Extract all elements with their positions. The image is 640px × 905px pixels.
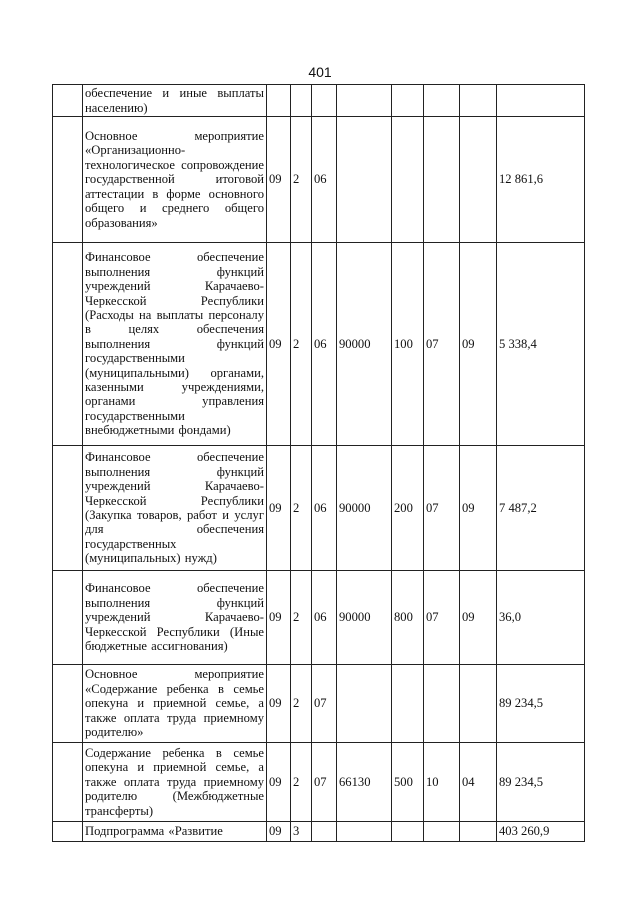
chapter-code-cell bbox=[424, 822, 460, 842]
description-cell: обеспечение и иные выплаты населению) bbox=[83, 85, 267, 117]
section-code-cell: 09 bbox=[267, 822, 291, 842]
section-code-cell: 09 bbox=[267, 743, 291, 822]
amount-cell bbox=[497, 85, 585, 117]
table-row bbox=[53, 822, 585, 842]
program-code-cell: 2 bbox=[291, 665, 312, 743]
measure-code-cell bbox=[312, 85, 337, 117]
direction-code-cell bbox=[337, 665, 392, 743]
subchapter-code-cell: 09 bbox=[460, 446, 497, 571]
subchapter-code-cell bbox=[460, 822, 497, 842]
chapter-code-cell bbox=[424, 117, 460, 243]
table-row bbox=[53, 446, 585, 571]
program-code-cell: 2 bbox=[291, 743, 312, 822]
program-code-cell: 2 bbox=[291, 243, 312, 446]
direction-code-cell bbox=[337, 117, 392, 243]
subchapter-code-cell: 09 bbox=[460, 571, 497, 665]
section-code-cell: 09 bbox=[267, 446, 291, 571]
direction-code-cell: 90000 bbox=[337, 243, 392, 446]
measure-code-cell: 06 bbox=[312, 571, 337, 665]
budget-table bbox=[52, 84, 585, 842]
chapter-code-cell: 07 bbox=[424, 243, 460, 446]
measure-code-cell: 06 bbox=[312, 117, 337, 243]
budget-table-body bbox=[53, 85, 585, 842]
chapter-code-cell: 07 bbox=[424, 571, 460, 665]
program-code-cell: 3 bbox=[291, 822, 312, 842]
measure-code-cell: 07 bbox=[312, 665, 337, 743]
description-cell: Основное мероприятие «Организационно-технологическое сопровождение государственной итоговой аттестации в форме основного общего и среднего общего образования» bbox=[83, 117, 267, 243]
expense-type-cell: 800 bbox=[392, 571, 424, 665]
page-number: 401 bbox=[308, 64, 332, 80]
table-row bbox=[53, 85, 585, 117]
chapter-code-cell: 10 bbox=[424, 743, 460, 822]
chapter-code-cell bbox=[424, 85, 460, 117]
program-code-cell bbox=[291, 85, 312, 117]
expense-type-cell bbox=[392, 822, 424, 842]
index-cell bbox=[53, 571, 83, 665]
index-cell bbox=[53, 85, 83, 117]
chapter-code-cell: 07 bbox=[424, 446, 460, 571]
chapter-code-cell bbox=[424, 665, 460, 743]
expense-type-cell bbox=[392, 665, 424, 743]
table-row bbox=[53, 743, 585, 822]
table-row bbox=[53, 243, 585, 446]
direction-code-cell: 66130 bbox=[337, 743, 392, 822]
description-cell: Содержание ребенка в семье опекуна и приемной семье, а также оплата труда приемному родителю (Межбюджетные трансферты) bbox=[83, 743, 267, 822]
description-cell: Основное мероприятие «Содержание ребенка в семье опекуна и приемной семье, а также оплата труда приемному родителю» bbox=[83, 665, 267, 743]
table-row bbox=[53, 117, 585, 243]
section-code-cell bbox=[267, 85, 291, 117]
amount-cell: 5 338,4 bbox=[497, 243, 585, 446]
program-code-cell: 2 bbox=[291, 117, 312, 243]
description-cell: Подпрограмма «Развитие bbox=[83, 822, 267, 842]
measure-code-cell: 07 bbox=[312, 743, 337, 822]
subchapter-code-cell bbox=[460, 665, 497, 743]
program-code-cell: 2 bbox=[291, 446, 312, 571]
description-cell: Финансовое обеспечение выполнения функций учреждений Карачаево-Черкесской Республики (Закупка товаров, работ и услуг для обеспечения государственных (муниципальных) нужд) bbox=[83, 446, 267, 571]
section-code-cell: 09 bbox=[267, 571, 291, 665]
subchapter-code-cell bbox=[460, 117, 497, 243]
expense-type-cell: 500 bbox=[392, 743, 424, 822]
index-cell bbox=[53, 117, 83, 243]
direction-code-cell: 90000 bbox=[337, 446, 392, 571]
amount-cell: 89 234,5 bbox=[497, 743, 585, 822]
measure-code-cell: 06 bbox=[312, 446, 337, 571]
table-row bbox=[53, 571, 585, 665]
subchapter-code-cell: 04 bbox=[460, 743, 497, 822]
index-cell bbox=[53, 243, 83, 446]
index-cell bbox=[53, 822, 83, 842]
program-code-cell: 2 bbox=[291, 571, 312, 665]
expense-type-cell: 200 bbox=[392, 446, 424, 571]
subchapter-code-cell: 09 bbox=[460, 243, 497, 446]
section-code-cell: 09 bbox=[267, 117, 291, 243]
expense-type-cell: 100 bbox=[392, 243, 424, 446]
index-cell bbox=[53, 743, 83, 822]
subchapter-code-cell bbox=[460, 85, 497, 117]
amount-cell: 7 487,2 bbox=[497, 446, 585, 571]
direction-code-cell bbox=[337, 85, 392, 117]
measure-code-cell bbox=[312, 822, 337, 842]
direction-code-cell: 90000 bbox=[337, 571, 392, 665]
section-code-cell: 09 bbox=[267, 665, 291, 743]
measure-code-cell: 06 bbox=[312, 243, 337, 446]
amount-cell: 89 234,5 bbox=[497, 665, 585, 743]
expense-type-cell bbox=[392, 85, 424, 117]
index-cell bbox=[53, 446, 83, 571]
direction-code-cell bbox=[337, 822, 392, 842]
table-row bbox=[53, 665, 585, 743]
description-cell: Финансовое обеспечение выполнения функций учреждений Карачаево-Черкесской Республики (Расходы на выплаты персоналу в целях обеспечения выполнения функций государственными (муниципальными) органами, казенными учреждениями, органами управления государственными внебюджетными фондами) bbox=[83, 243, 267, 446]
index-cell bbox=[53, 665, 83, 743]
amount-cell: 403 260,9 bbox=[497, 822, 585, 842]
description-cell: Финансовое обеспечение выполнения функций учреждений Карачаево-Черкесской Республики (Иные бюджетные ассигнования) bbox=[83, 571, 267, 665]
amount-cell: 36,0 bbox=[497, 571, 585, 665]
section-code-cell: 09 bbox=[267, 243, 291, 446]
amount-cell: 12 861,6 bbox=[497, 117, 585, 243]
expense-type-cell bbox=[392, 117, 424, 243]
